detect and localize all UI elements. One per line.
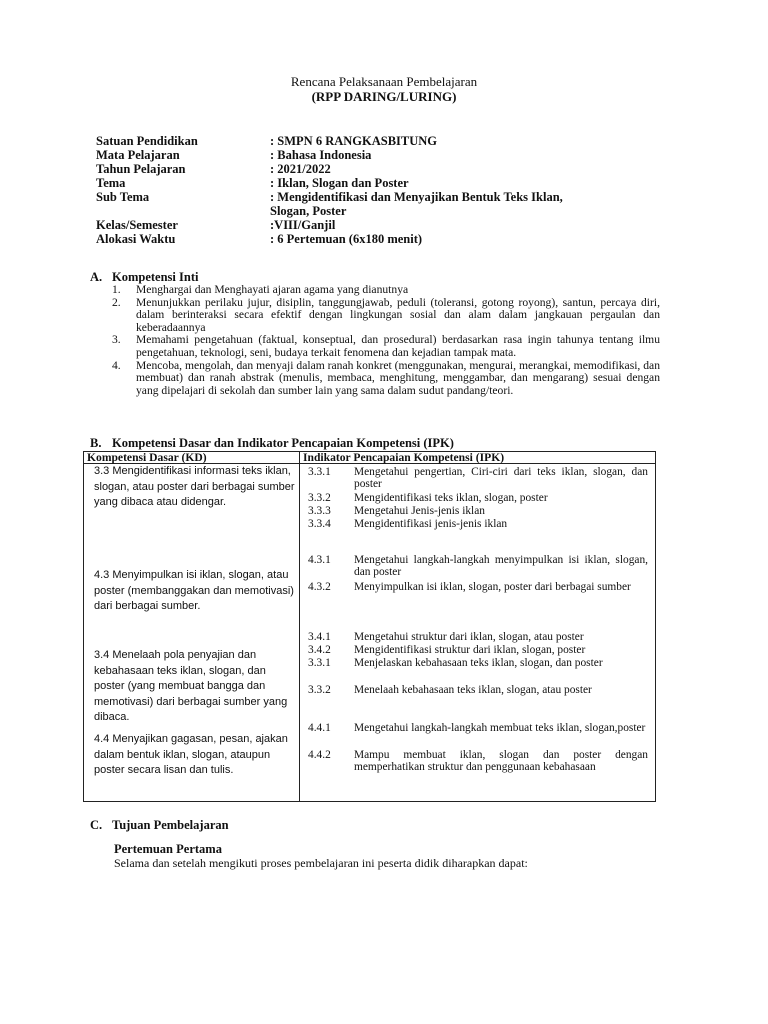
- identity-row: [96, 162, 630, 176]
- ipk-text: Mengetahui pengertian, Ciri-ciri dari teks iklan, slogan, dan poster: [354, 466, 648, 491]
- kd-ipk-table: [83, 451, 656, 802]
- ipk-number: 3.3.3: [308, 505, 331, 517]
- identity-row: [96, 176, 630, 190]
- ipk-text: Menjelaskan kebahasaan teks iklan, slogan, dan poster: [354, 657, 603, 669]
- ipk-item: [308, 657, 648, 669]
- list-text: Mencoba, mengolah, dan menyaji dalam ranah konkret (menggunakan, mengurai, merangkai, memodifikasi, dan membuat) dan ranah abstrak (menulis, membaca, menghitung, menggambar, dan mengarang) sesuai dengan yang dipelajari di sekolah dan sumber lain yang sama dalam sudut pandang/teori.: [136, 358, 660, 397]
- identity-value-continued: Slogan, Poster: [270, 204, 347, 218]
- ipk-item: [308, 749, 648, 774]
- ipk-number: 3.4.2: [308, 644, 331, 656]
- ipk-item: [308, 505, 648, 517]
- identity-label: Mata Pelajaran: [96, 148, 180, 162]
- ipk-number: 3.3.1: [308, 466, 331, 478]
- ipk-item: [308, 492, 648, 504]
- kd-item: 4.4 Menyajikan gagasan, pesan, ajakan dalam bentuk iklan, slogan, ataupun poster secara lisan dan tulis.: [94, 733, 288, 776]
- ipk-number: 3.3.1: [308, 657, 331, 669]
- ipk-item: [308, 581, 648, 593]
- section-title: Kompetensi Inti: [112, 270, 199, 284]
- ipk-text: Menyimpulkan isi iklan, slogan, poster dari berbagai sumber: [354, 581, 631, 593]
- kd-item: 3.4 Menelaah pola penyajian dan kebahasaan teks iklan, slogan, dan poster (yang membuat bangga dan memotivasi) dari berbagai sumber yang dibaca.: [94, 649, 288, 723]
- section-letter: C.: [90, 818, 103, 832]
- ipk-number: 4.4.1: [308, 722, 331, 734]
- list-item: [112, 360, 660, 398]
- list-text: Menunjukkan perilaku jujur, disiplin, tanggungjawab, peduli (toleransi, gotong royong), santun, percaya diri, dalam berinteraksi secara efektif dengan lingkungan sosial dan alam dalam jangkauan pergaulan dan keberadaannya: [136, 295, 660, 334]
- kd-cell: [84, 464, 300, 802]
- ipk-number: 4.3.2: [308, 581, 331, 593]
- document-title: Rencana Pelaksanaan Pembelajaran: [290, 74, 478, 89]
- ipk-cell: [300, 464, 656, 802]
- table-row: [84, 464, 656, 802]
- identity-label: Alokasi Waktu: [96, 232, 176, 246]
- list-text: Menghargai dan Menghayati ajaran agama yang dianutnya: [136, 283, 409, 296]
- ipk-text: Mengetahui struktur dari iklan, slogan, atau poster: [354, 631, 584, 643]
- ipk-item: [308, 684, 648, 696]
- ipk-number: 3.4.1: [308, 631, 331, 643]
- identity-row: [96, 190, 630, 204]
- ipk-number: 3.3.2: [308, 684, 331, 696]
- identity-value: : 2021/2022: [270, 162, 331, 176]
- identity-row: [96, 134, 630, 148]
- column-header-kd: Kompetensi Dasar (KD): [84, 452, 300, 464]
- identity-row: [96, 232, 630, 246]
- list-item: [112, 297, 660, 335]
- identity-value: : 6 Pertemuan (6x180 menit): [270, 232, 423, 246]
- identity-value: : Mengidentifikasi dan Menyajikan Bentuk Teks Iklan,: [270, 190, 563, 204]
- ipk-number: 3.3.2: [308, 492, 331, 504]
- identity-value: : SMPN 6 RANGKASBITUNG: [270, 134, 438, 148]
- ipk-item: [308, 631, 648, 643]
- ipk-text: Mengidentifikasi teks iklan, slogan, poster: [354, 492, 548, 504]
- ipk-item: [308, 644, 648, 656]
- identity-block: [96, 134, 630, 246]
- kompetensi-inti-list: [112, 284, 660, 397]
- identity-row: [96, 218, 630, 232]
- meeting-title: Pertemuan Pertama: [114, 842, 222, 856]
- identity-label: Kelas/Semester: [96, 218, 178, 232]
- ipk-item: [308, 722, 648, 734]
- ipk-number: 3.3.4: [308, 518, 331, 530]
- ipk-item: [308, 518, 648, 530]
- identity-value: :VIII/Ganjil: [270, 218, 336, 232]
- identity-row: [96, 204, 630, 218]
- ipk-text: Mengidentifikasi struktur dari iklan, slogan, poster: [354, 644, 586, 656]
- identity-value: : Iklan, Slogan dan Poster: [270, 176, 409, 190]
- list-number: 3.: [112, 333, 121, 347]
- ipk-item: [308, 554, 648, 579]
- section-letter: A.: [90, 270, 103, 284]
- list-number: 4.: [112, 358, 121, 372]
- list-number: 2.: [112, 295, 121, 309]
- identity-label: Tahun Pelajaran: [96, 162, 186, 176]
- section-b-heading: [90, 436, 454, 451]
- section-c-heading: [90, 818, 229, 833]
- identity-value: : Bahasa Indonesia: [270, 148, 372, 162]
- identity-row: [96, 148, 630, 162]
- list-item: [112, 334, 660, 359]
- identity-label: Sub Tema: [96, 190, 150, 204]
- ipk-number: 4.3.1: [308, 554, 331, 566]
- ipk-number: 4.4.2: [308, 749, 331, 761]
- list-text: Memahami pengetahuan (faktual, konseptual, dan prosedural) berdasarkan rasa ingin tahunya tentang ilmu pengetahuan, teknologi, seni, budaya terkait fenomena dan kejadian tampak mata.: [136, 333, 660, 359]
- kd-item: 4.3 Menyimpulkan isi iklan, slogan, atau poster (membanggakan dan memotivasi) dari berbagai sumber.: [94, 569, 294, 612]
- identity-label: Tema: [96, 176, 126, 190]
- meeting-text: Selama dan setelah mengikuti proses pembelajaran ini peserta didik diharapkan dapat:: [114, 856, 528, 870]
- ipk-text: Mengetahui langkah-langkah membuat teks iklan, slogan,poster: [354, 722, 646, 734]
- ipk-text: Mengidentifikasi jenis-jenis iklan: [354, 518, 508, 530]
- document-subtitle: (RPP DARING/LURING): [311, 89, 457, 104]
- ipk-text: Mengetahui langkah-langkah menyimpulkan isi iklan, slogan, dan poster: [354, 554, 648, 579]
- section-letter: B.: [90, 436, 102, 450]
- ipk-text: Menelaah kebahasaan teks iklan, slogan, atau poster: [354, 684, 592, 696]
- identity-label: Satuan Pendidikan: [96, 134, 198, 148]
- list-number: 1.: [112, 283, 121, 296]
- ipk-item: [308, 466, 648, 491]
- section-title: Kompetensi Dasar dan Indikator Pencapaian Kompetensi (IPK): [112, 436, 454, 450]
- table-header-row: [84, 452, 656, 464]
- column-header-ipk: Indikator Pencapaian Kompetensi (IPK): [300, 452, 656, 464]
- section-title: Tujuan Pembelajaran: [112, 818, 229, 832]
- kd-item: 3.3 Mengidentifikasi informasi teks iklan, slogan, atau poster dari berbagai sumber yang dibaca atau didengar.: [94, 465, 295, 508]
- ipk-text: Mampu membuat iklan, slogan dan poster dengan memperhatikan struktur dan penggunaan kebahasaan: [354, 749, 648, 774]
- ipk-text: Mengetahui Jenis-jenis iklan: [354, 505, 485, 517]
